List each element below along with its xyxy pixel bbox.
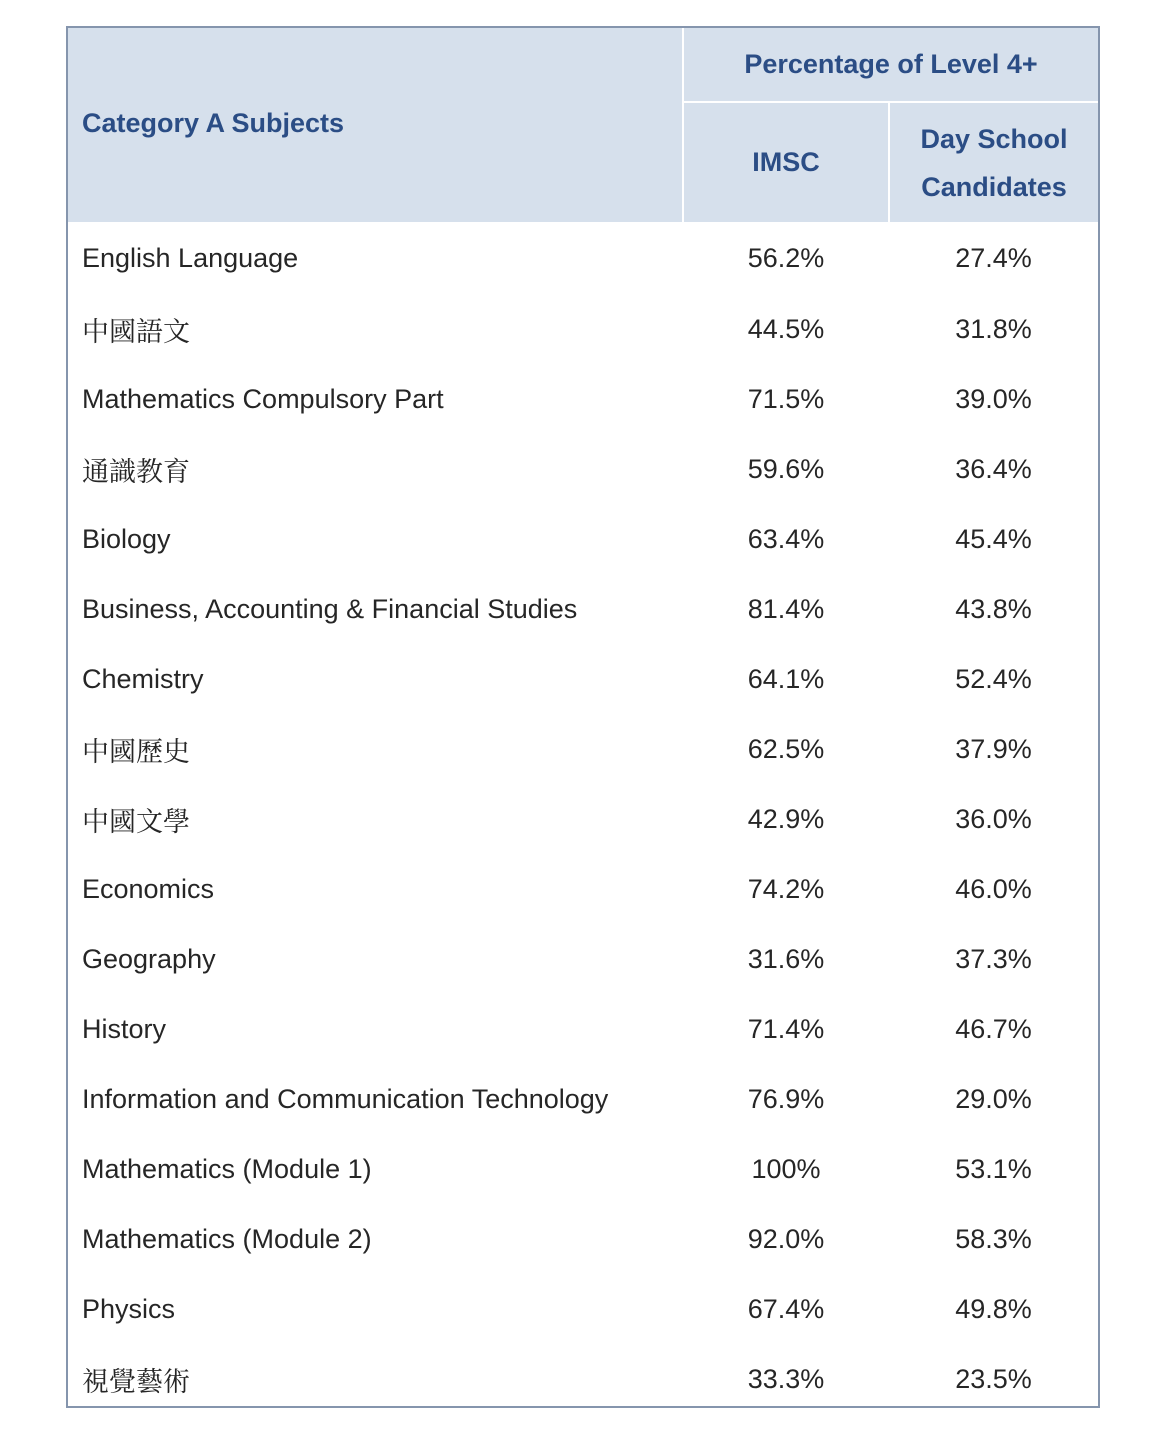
day-school-percentage-cell: 37.3% xyxy=(955,943,1032,974)
header-day-line2: Candidates xyxy=(921,171,1067,202)
day-school-percentage-cell: 23.5% xyxy=(955,1363,1032,1394)
table-row xyxy=(68,854,1098,924)
table-header xyxy=(68,28,1098,222)
table-row xyxy=(68,1344,1098,1414)
imsc-percentage-cell: 71.5% xyxy=(747,383,825,414)
table-row xyxy=(68,784,1098,854)
table-row xyxy=(68,364,1098,434)
imsc-percentage-cell: 42.9% xyxy=(747,803,825,834)
table-row xyxy=(68,434,1098,504)
table-body xyxy=(68,222,1098,1414)
day-school-percentage-cell: 52.4% xyxy=(955,663,1032,694)
day-school-percentage-cell: 36.4% xyxy=(955,453,1032,484)
subject-cell: Physics xyxy=(82,1293,176,1324)
day-school-percentage-cell: 31.8% xyxy=(955,313,1032,344)
imsc-percentage-cell: 76.9% xyxy=(747,1083,825,1114)
header-day-school-candidates xyxy=(889,102,1098,222)
subject-cell: 視覺藝術 xyxy=(82,1366,190,1397)
subject-cell: Mathematics (Module 2) xyxy=(82,1223,372,1254)
imsc-percentage-cell: 59.6% xyxy=(747,453,825,484)
imsc-percentage-cell: 100% xyxy=(751,1153,821,1184)
table-row xyxy=(68,294,1098,364)
table-row xyxy=(68,1134,1098,1204)
subject-cell: Chemistry xyxy=(82,663,204,694)
day-school-percentage-cell: 49.8% xyxy=(955,1293,1032,1324)
header-day-line1: Day School xyxy=(920,123,1068,154)
table-row xyxy=(68,1064,1098,1134)
header-category-subjects: Category A Subjects xyxy=(68,28,683,222)
day-school-percentage-cell: 46.0% xyxy=(955,873,1032,904)
day-school-percentage-cell: 36.0% xyxy=(955,803,1032,834)
day-school-percentage-cell: 37.9% xyxy=(955,733,1032,764)
subject-cell: 中國歷史 xyxy=(82,736,190,767)
day-school-percentage-cell: 45.4% xyxy=(955,523,1032,554)
table-row xyxy=(68,1274,1098,1344)
subject-cell: Business, Accounting & Financial Studies xyxy=(82,593,578,624)
subject-cell: Mathematics Compulsory Part xyxy=(82,383,444,414)
imsc-percentage-cell: 33.3% xyxy=(747,1363,825,1394)
day-school-percentage-cell: 29.0% xyxy=(955,1083,1032,1114)
day-school-percentage-cell: 27.4% xyxy=(955,242,1032,273)
results-table-container xyxy=(66,26,1100,1408)
table-row xyxy=(68,1204,1098,1274)
imsc-percentage-cell: 92.0% xyxy=(747,1223,825,1254)
subject-cell: English Language xyxy=(82,242,299,273)
subject-cell: 通識教育 xyxy=(82,456,190,487)
imsc-percentage-cell: 81.4% xyxy=(747,593,825,624)
table-row xyxy=(68,924,1098,994)
subject-cell: History xyxy=(82,1013,167,1044)
subject-cell: 中國文學 xyxy=(82,806,190,837)
imsc-percentage-cell: 62.5% xyxy=(747,733,825,764)
subject-cell: Geography xyxy=(82,943,216,974)
results-table xyxy=(68,28,1098,1414)
imsc-percentage-cell: 71.4% xyxy=(747,1013,825,1044)
day-school-percentage-cell: 43.8% xyxy=(955,593,1032,624)
imsc-percentage-cell: 67.4% xyxy=(747,1293,825,1324)
subject-cell: 中國語文 xyxy=(82,316,190,347)
day-school-percentage-cell: 58.3% xyxy=(955,1223,1032,1254)
imsc-percentage-cell: 63.4% xyxy=(747,523,825,554)
day-school-percentage-cell: 39.0% xyxy=(955,383,1032,414)
imsc-percentage-cell: 56.2% xyxy=(747,242,825,273)
table-row xyxy=(68,994,1098,1064)
subject-cell: Mathematics (Module 1) xyxy=(82,1153,372,1184)
subject-cell: Information and Communication Technology xyxy=(82,1083,609,1114)
imsc-percentage-cell: 64.1% xyxy=(747,663,825,694)
imsc-percentage-cell: 44.5% xyxy=(747,313,825,344)
table-row xyxy=(68,574,1098,644)
table-row xyxy=(68,714,1098,784)
header-percentage-level4: Percentage of Level 4+ xyxy=(683,28,1098,102)
table-row xyxy=(68,222,1098,294)
subject-cell: Biology xyxy=(82,523,171,554)
header-imsc: IMSC xyxy=(683,102,889,222)
day-school-percentage-cell: 46.7% xyxy=(955,1013,1032,1044)
table-row xyxy=(68,644,1098,714)
imsc-percentage-cell: 74.2% xyxy=(747,873,825,904)
subject-cell: Economics xyxy=(82,873,215,904)
table-row xyxy=(68,504,1098,574)
day-school-percentage-cell: 53.1% xyxy=(955,1153,1032,1184)
imsc-percentage-cell: 31.6% xyxy=(747,943,825,974)
